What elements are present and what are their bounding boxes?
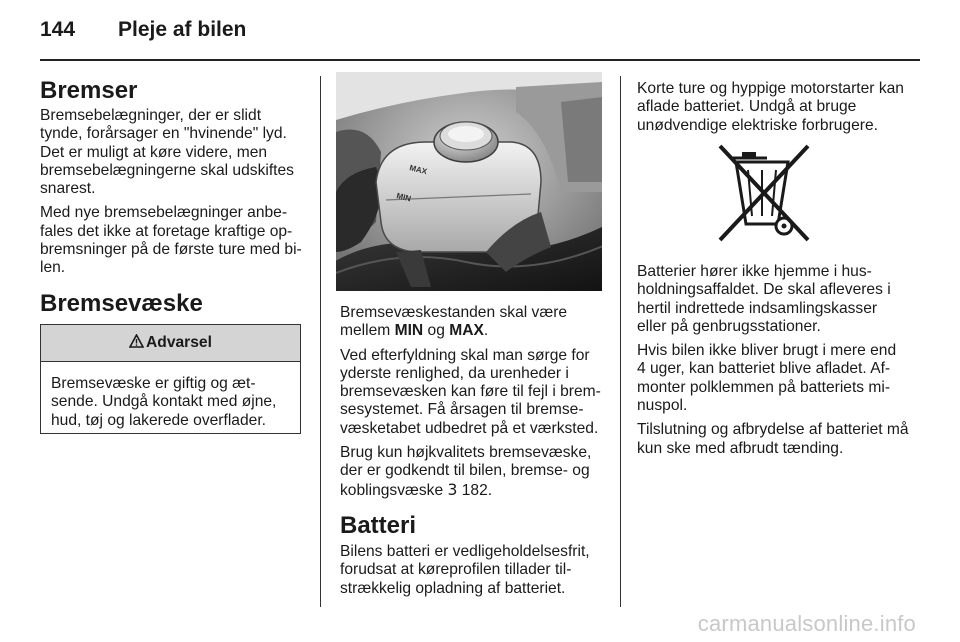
keyword-min: MIN	[394, 322, 424, 340]
warning-header	[41, 325, 300, 362]
level-text-post: .	[483, 322, 489, 340]
right-column-top-text	[637, 80, 907, 141]
warning-box	[40, 324, 301, 434]
header-divider	[40, 59, 920, 61]
quality-text: Brug kun højkvalitets bremsevæske, der er godkendt til bilen, bremse- og koblingsvæske	[340, 444, 592, 499]
right-column-bottom-text	[637, 263, 909, 464]
photo-label-max: MAX	[408, 163, 428, 177]
reference-arrow-icon: 3	[447, 480, 458, 499]
middle-column-text	[340, 304, 608, 506]
heading-brake-fluid: Bremsevæske	[40, 290, 203, 317]
paragraph-fluid-level	[340, 304, 608, 341]
column-divider-right	[620, 76, 621, 607]
warning-triangle-icon	[129, 334, 144, 353]
photo-label-min: MIN	[395, 191, 412, 204]
heading-battery: Batteri	[340, 512, 417, 539]
level-text-mid: og	[423, 322, 450, 340]
brake-fluid-reservoir-photo	[336, 72, 602, 291]
page-section-title: Pleje af bilen	[118, 18, 247, 41]
paragraph-battery-maintenance: Bilens batteri er vedligeholdelsesfrit, forudsat at køreprofilen tillader til-strækkelig opladning af batteriet.	[340, 543, 590, 597]
paragraph-cleanliness: Ved efterfyldning skal man sørge for yderste renlighed, da urenheder i bremsevæsken kan føre til fejl i brem-sesystemet. Få årsagen til bremse-væsketabet udbedret på et værksted.	[340, 346, 601, 437]
paragraph-new-brake-pads: Med nye bremsebelægninger anbe-fales det ikke at foretage kraftige op-bremsninger på de første ture med bi-len.	[40, 204, 302, 277]
paragraph-fluid-quality	[340, 444, 608, 500]
level-text-pre: Bremsevæskestanden skal være mellem	[340, 304, 568, 340]
paragraph-unused-car: Hvis bilen ikke bliver brugt i mere end 4 uger, kan batteriet blive afladet. Af-monter polklemmen på batteriets mi-nuspol.	[637, 342, 897, 415]
keyword-max: MAX	[449, 322, 484, 340]
crossed-out-bin-icon	[714, 140, 820, 246]
paragraph-disposal: Batterier hører ikke hjemme i hus-holdningsaffaldet. De skal afleveres i hertil indrettede indsamlingskasser eller på genbrugsstationer.	[637, 263, 891, 335]
warning-title: Advarsel	[146, 334, 212, 351]
paragraph-short-trips: Korte ture og hyppige motorstarter kan aflade batteriet. Undgå at bruge unødvendige elektriske forbrugere.	[637, 80, 904, 134]
page-reference-link[interactable]: 182.	[461, 481, 493, 499]
left-column-text	[40, 107, 306, 284]
paragraph-ignition: Tilslutning og afbrydelse af batteriet må kun ske med afbrudt tænding.	[637, 421, 909, 457]
page-number: 144	[40, 18, 76, 41]
paragraph-brake-pads-worn: Bremsebelægninger, der er slidt tynde, forårsager en "hvinende" lyd. Det er muligt at køre videre, men bremsebelægningerne skal udskiftes snarest.	[40, 107, 294, 198]
warning-text: Bremsevæske er giftig og æt-sende. Undgå kontakt med øjne, hud, tøj og lakerede overflader.	[51, 375, 277, 429]
heading-brakes: Bremser	[40, 77, 138, 104]
watermark: carmanualsonline.info	[697, 611, 916, 636]
battery-intro-text	[340, 543, 608, 604]
column-divider-left	[320, 76, 321, 607]
